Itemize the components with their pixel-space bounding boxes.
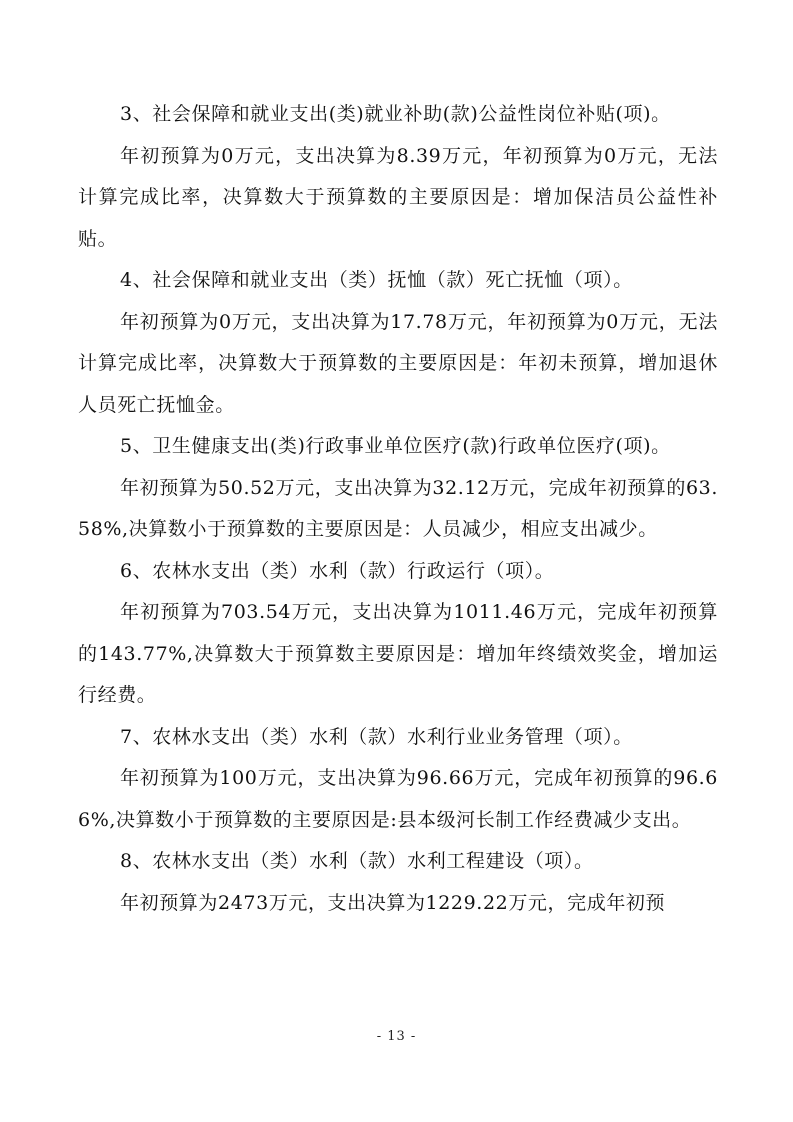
section-body-4: 年初预算为0万元，支出决算为17.78万元，年初预算为0万元，无法计算完成比率，决算数大于预算数的主要原因是：年初未预算，增加退休人员死亡抚恤金。: [78, 310, 718, 416]
section-body-7: 年初预算为100万元，支出决算为96.66万元，完成年初预算的96.66%,决算数小于预算数的主要原因是:县本级河长制工作经费减少支出。: [78, 767, 718, 831]
section-heading-6: 6、农林水支出（类）水利（款）行政运行（项）。: [120, 559, 555, 582]
section-body-6: 年初预算为703.54万元，支出决算为1011.46万元，完成年初预算的143.77%,决算数大于预算数主要原因是：增加年终绩效奖金，增加运行经费。: [78, 601, 718, 706]
document-body: [78, 94, 718, 924]
section-body-8: 年初预算为2473万元，支出决算为1229.22万元，完成年初预: [120, 891, 666, 914]
section-body-5: 年初预算为50.52万元，支出决算为32.12万元，完成年初预算的63.58%,决算数小于预算数的主要原因是：人员减少，相应支出减少。: [78, 476, 718, 540]
section-body-3: 年初预算为0万元，支出决算为8.39万元，年初预算为0万元，无法计算完成比率，决算数大于预算数的主要原因是：增加保洁员公益性补贴。: [78, 144, 718, 250]
page-number: - 13 -: [376, 1029, 417, 1044]
section-heading-4: 4、社会保障和就业支出（类）抚恤（款）死亡抚恤（项）。: [120, 269, 633, 291]
section-heading-3: 3、社会保障和就业支出(类)就业补助(款)公益性岗位补贴(项)。: [120, 103, 671, 125]
section-heading-5: 5、卫生健康支出(类)行政事业单位医疗(款)行政单位医疗(项)。: [120, 435, 671, 457]
section-heading-8: 8、农林水支出（类）水利（款）水利工程建设（项）。: [120, 850, 594, 872]
section-heading-7: 7、农林水支出（类）水利（款）水利行业业务管理（项）。: [120, 725, 633, 748]
